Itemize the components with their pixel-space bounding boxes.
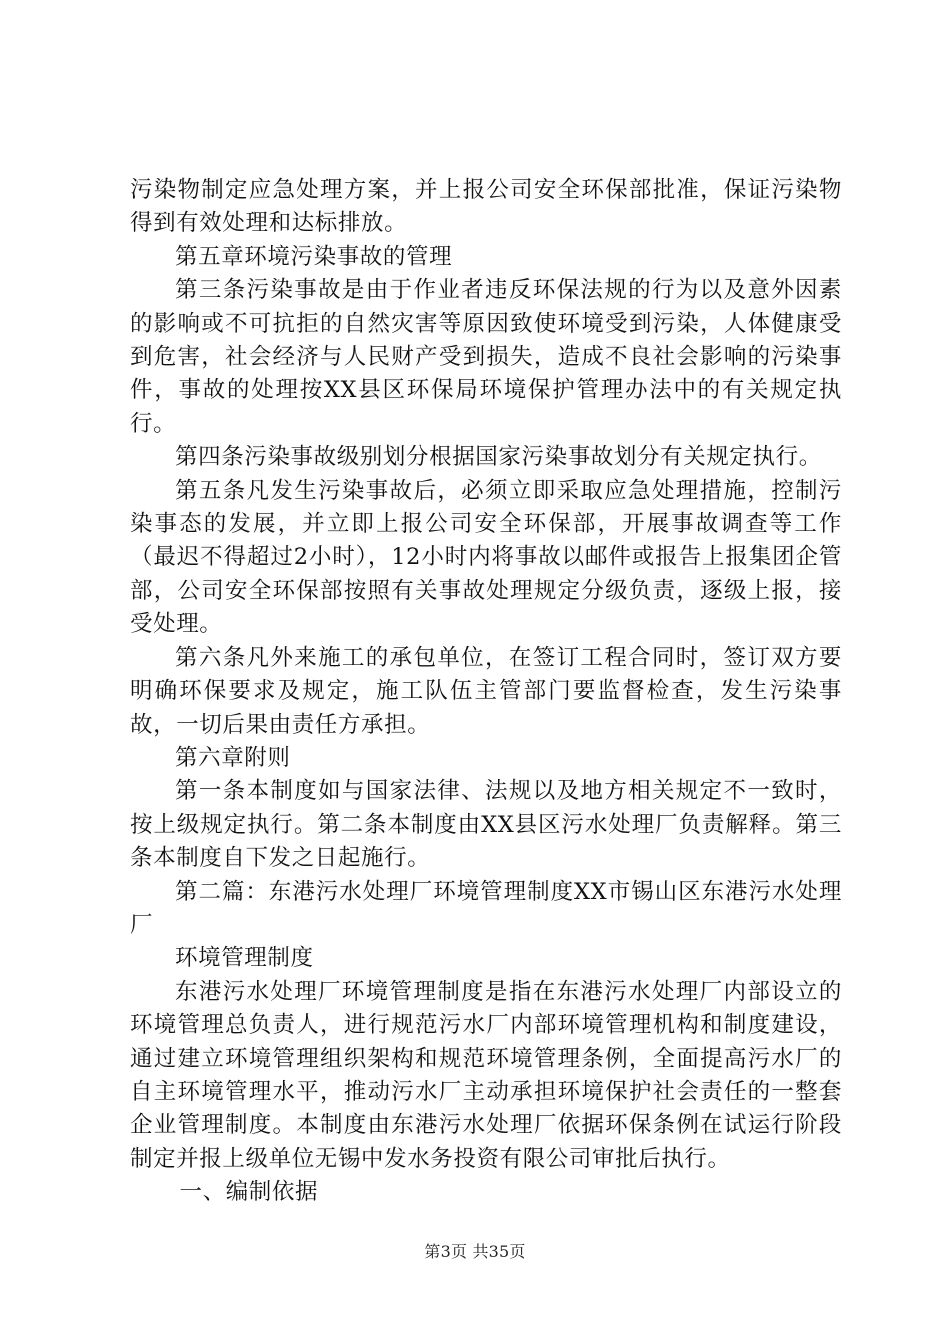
paragraph-article-5: 第五条凡发生污染事故后，必须立即采取应急处理措施，控制污染事态的发展，并立即上报公司安全环保部，开展事故调查等工作（最迟不得超过2小时），12小时内将事故以邮件或报告上报集团企管部，公司安全环保部按照有关事故处理规定分级负责，逐级上报，接受处理。 [130,477,842,638]
chapter-heading-6: 第六章附则 [175,744,291,771]
subsection-heading-basis: 一、编制依据 [179,1179,319,1206]
section-subtitle: 环境管理制度 [175,945,314,972]
paragraph-continuation: 污染物制定应急处理方案，并上报公司安全环保部批准，保证污染物得到有效处理和达标排放。 [130,177,842,237]
paragraph-intro: 东港污水处理厂环境管理制度是指在东港污水处理厂内部设立的环境管理总负责人，进行规范污水厂内部环境管理机构和制度建设，通过建立环境管理组织架构和规范环境管理条例，全面提高污水厂的自主环境管理水平，推动污水厂主动承担环境保护社会责任的一整套企业管理制度。本制度由东港污水处理厂依据环保条例在试运行阶段制定并报上级单位无锡中发水务投资有限公司审批后执行。 [130,978,842,1172]
paragraph-article-4: 第四条污染事故级别划分根据国家污染事故划分有关规定执行。 [175,444,822,471]
paragraph-article-3: 第三条污染事故是由于作业者违反环保法规的行为以及意外因素的影响或不可抗拒的自然灾害等原因致使环境受到污染，人体健康受到危害，社会经济与人民财产受到损失，造成不良社会影响的污染事件，事故的处理按XX县区环保局环境保护管理办法中的有关规定执行。 [130,277,842,437]
paragraph-article-6: 第六条凡外来施工的承包单位，在签订工程合同时，签订双方要明确环保要求及规定，施工队伍主管部门要监督检查，发生污染事故，一切后果由责任方承担。 [130,644,842,738]
paragraph-supplementary: 第一条本制度如与国家法律、法规以及地方相关规定不一致时，按上级规定执行。第二条本制度由XX县区污水处理厂负责解释。第三条本制度自下发之日起施行。 [130,778,842,872]
section-heading-part-2: 第二篇：东港污水处理厂环境管理制度XX市锡山区东港污水处理厂 [130,878,842,938]
chapter-heading-5: 第五章环境污染事故的管理 [175,243,453,270]
document-body [130,174,842,1210]
page-footer: 第3页 共35页 [424,1242,526,1261]
